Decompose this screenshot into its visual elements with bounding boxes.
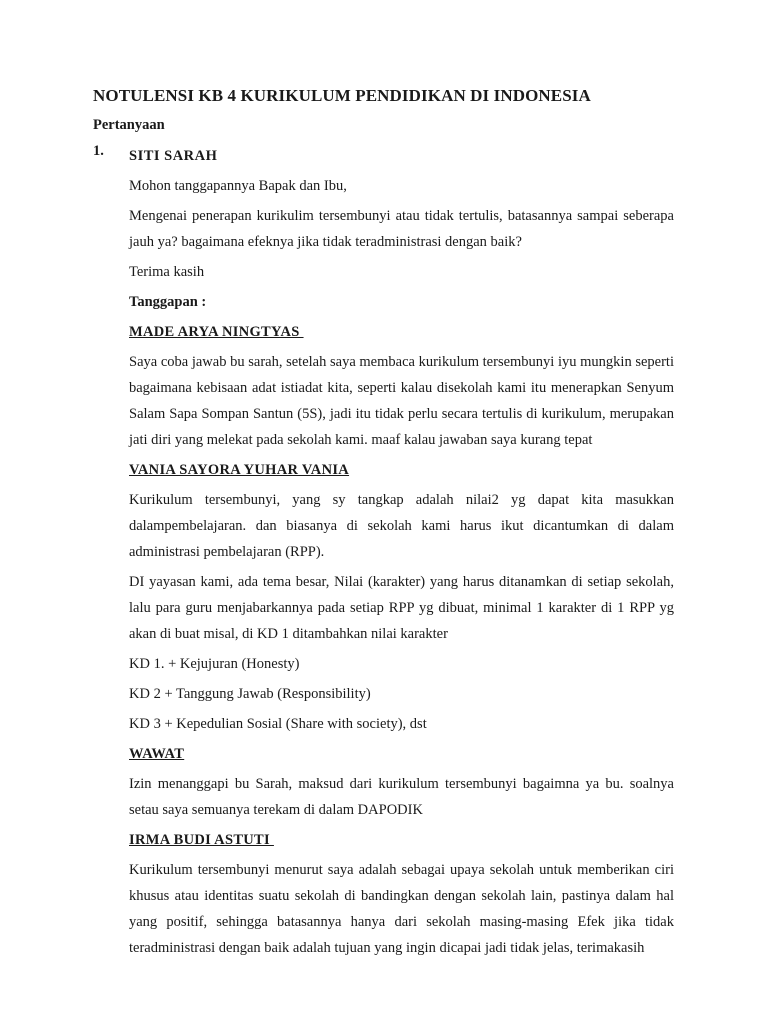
response-text: Kurikulum tersembunyi, yang sy tangkap adalah nilai2 yg dapat kita masukkan dalampembelajaran. dan biasanya di sekolah kami harus ikut dicantumkan di dalam administrasi pembelajaran (RPP). bbox=[129, 492, 674, 560]
responder-name: VANIA SAYORA YUHAR VANIA bbox=[129, 462, 350, 478]
question-greeting: Mohon tanggapannya Bapak dan Ibu, bbox=[129, 178, 347, 194]
section-label: Pertanyaan bbox=[93, 117, 165, 133]
response-text: Kurikulum tersembunyi menurut saya adalah sebagai upaya sekolah untuk memberikan ciri khusus atau identitas suatu sekolah di bandingkan dengan sekolah lain, pastinya dalam hal yang positif, sehingga batasannya hanya dari sekolah masing-masing Efek jika tidak teradministrasi dengan baik adalah tujuan yang ingin dicapai jadi tidak jelas, terimakasih bbox=[129, 862, 674, 956]
responder-name: IRMA BUDI ASTUTI bbox=[129, 832, 274, 848]
document-title: NOTULENSI KB 4 KURIKULUM PENDIDIKAN DI INDONESIA bbox=[93, 86, 591, 105]
question-body: Mengenai penerapan kurikulim tersembunyi atau tidak tertulis, batasannya sampai seberapa jauh ya? bagaimana efeknya jika tidak teradministrasi dengan baik? bbox=[129, 208, 674, 250]
kd-line: KD 2 + Tanggung Jawab (Responsibility) bbox=[129, 686, 371, 702]
response-text: Saya coba jawab bu sarah, setelah saya membaca kurikulum tersembunyi iyu mungkin seperti bagaimana kebisaan adat istiadat kita, seperti kalau disekolah kami itu menerapkan Senyum Salam Sapa Sompan Santun (5S), jadi itu tidak perlu secara tertulis di kurikulum, merupakan jati diri yang melekat pada sekolah kami. maaf kalau jawaban saya kurang tepat bbox=[129, 354, 674, 448]
questioner-name: SITI SARAH bbox=[129, 148, 218, 164]
kd-line: KD 3 + Kepedulian Sosial (Share with society), dst bbox=[129, 716, 427, 732]
question-closing: Terima kasih bbox=[129, 264, 205, 280]
kd-line: KD 1. + Kejujuran (Honesty) bbox=[129, 656, 300, 672]
responses-label: Tanggapan : bbox=[129, 294, 207, 310]
question-content bbox=[129, 143, 674, 965]
responder-name: WAWAT bbox=[129, 746, 185, 762]
item-number: 1. bbox=[93, 143, 104, 159]
response-text: DI yayasan kami, ada tema besar, Nilai (karakter) yang harus ditanamkan di setiap sekolah, lalu para guru menjabarkannya pada setiap RPP yg dibuat, minimal 1 karakter di 1 RPP yg akan di buat misal, di KD 1 ditambahkan nilai karakter bbox=[129, 574, 674, 642]
response-text: Izin menanggapi bu Sarah, maksud dari kurikulum tersembunyi bagaimna ya bu. soalnya setau saya semuanya terekam di dalam DAPODIK bbox=[129, 776, 674, 818]
responder-name: MADE ARYA NINGTYAS bbox=[129, 324, 304, 340]
